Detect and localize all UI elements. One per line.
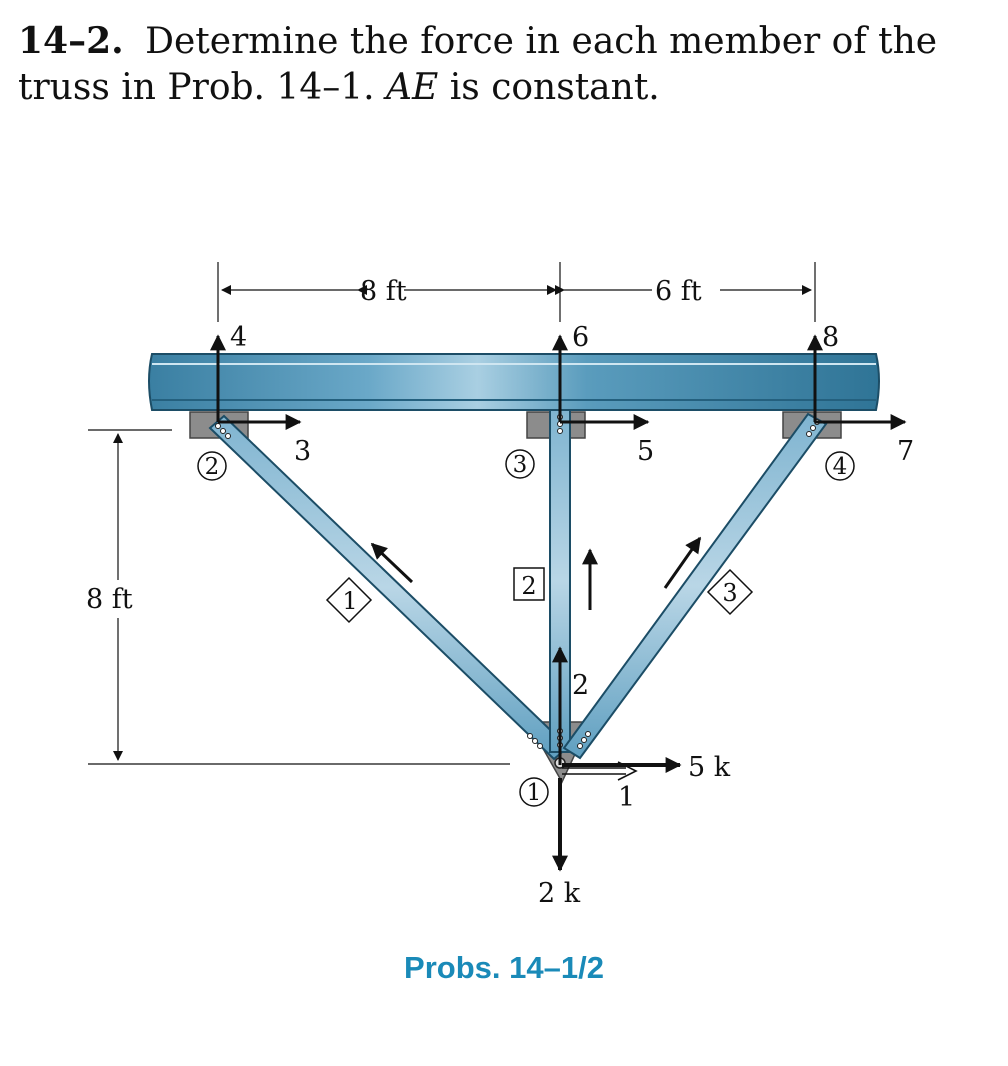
problem-variable: AE xyxy=(386,67,439,108)
problem-text-end: is constant. xyxy=(449,67,660,108)
problem-text: Determine the force in each member of the truss in Prob. 14–1. xyxy=(18,21,938,108)
load-label-vertical: 2 k xyxy=(538,878,581,909)
node-label-4: 4 xyxy=(832,454,848,480)
dimension-lines xyxy=(88,262,815,764)
dim-left-vertical: 8 ft xyxy=(86,584,133,615)
figure-caption: Probs. 14–1/2 xyxy=(404,950,604,985)
dof-label-8: 8 xyxy=(822,322,840,353)
node-label-3: 3 xyxy=(512,452,528,478)
member-3 xyxy=(564,414,826,758)
dof-label-2: 2 xyxy=(572,670,590,701)
dim-top-right: 6 ft xyxy=(655,276,702,307)
dof-label-5: 5 xyxy=(637,436,655,467)
dof-label-6: 6 xyxy=(572,322,590,353)
support-beam xyxy=(149,354,879,410)
member-label-1: 1 xyxy=(342,587,358,615)
member-label-3: 3 xyxy=(722,579,738,607)
dim-top-left: 8 ft xyxy=(360,276,407,307)
load-arrows xyxy=(560,765,680,870)
dof-label-1: 1 xyxy=(618,782,636,813)
problem-number: 14–2. xyxy=(18,20,124,62)
dof-label-4: 4 xyxy=(230,322,248,353)
node-label-1: 1 xyxy=(526,780,542,806)
dof-label-3: 3 xyxy=(294,436,312,467)
member-label-2: 2 xyxy=(521,572,537,600)
node-label-2: 2 xyxy=(204,454,220,480)
load-label-horizontal: 5 k xyxy=(688,752,731,783)
dof-label-7: 7 xyxy=(897,436,915,467)
